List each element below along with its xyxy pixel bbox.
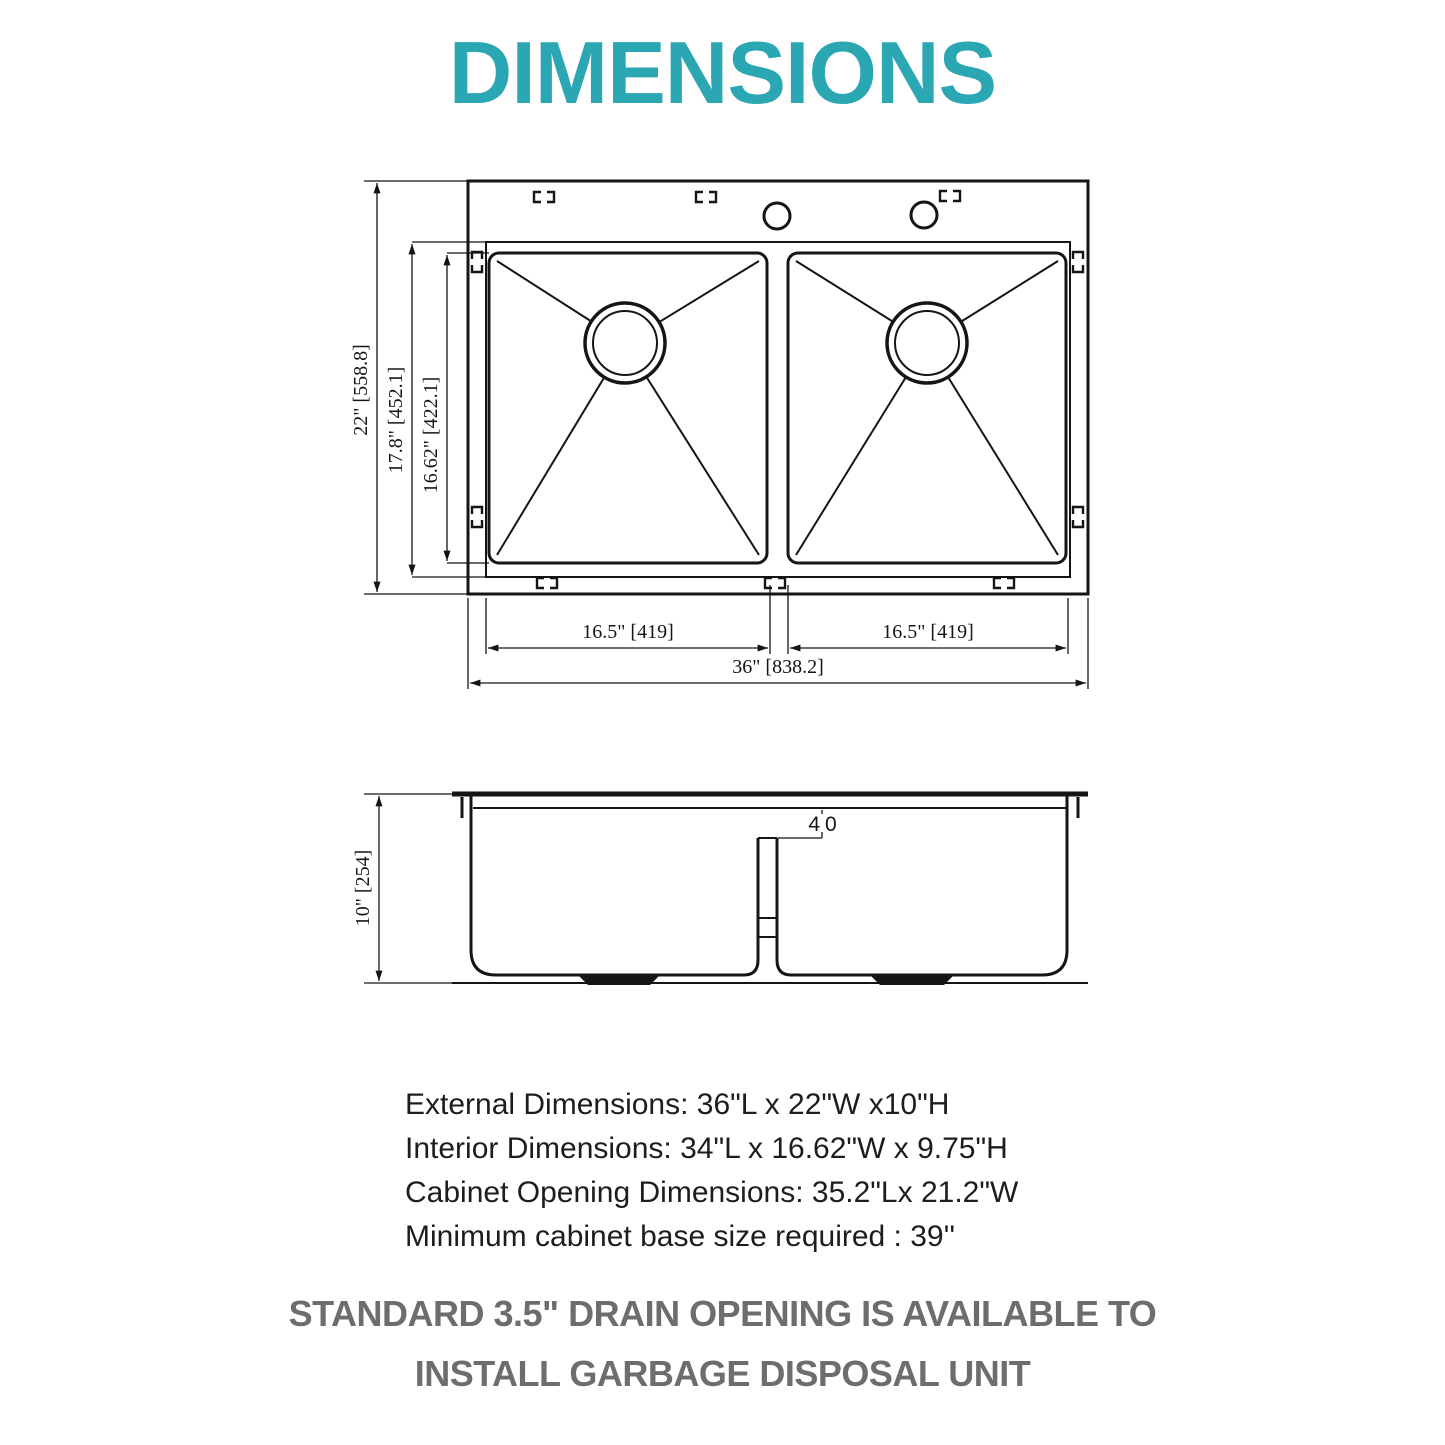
bowl-depth-label: 16.62" [422.1] — [420, 376, 442, 494]
footer-note — [0, 1284, 1445, 1404]
top-view-drawing — [350, 181, 1088, 689]
drain-pad-icon — [578, 975, 660, 985]
side-view-dimensions — [352, 794, 452, 983]
spec-line-cabinet-base: Minimum cabinet base size required : 39'' — [405, 1220, 956, 1253]
faucet-hole-icon — [764, 203, 790, 229]
drain-icon — [887, 303, 967, 383]
mounting-clip-icon — [472, 507, 482, 527]
overall-depth-label: 22" [558.8] — [350, 344, 372, 436]
mounting-clip-icon — [472, 252, 482, 272]
side-divider-ticks — [758, 918, 777, 937]
mounting-clip-icon — [1073, 507, 1083, 527]
page-title: DIMENSIONS — [448, 23, 997, 122]
mounting-clip-icon — [994, 578, 1014, 588]
sink-rim — [486, 242, 1070, 577]
side-view-drawing — [352, 794, 1088, 985]
left-bowl — [489, 253, 767, 563]
footer-line-1: STANDARD 3.5" DRAIN OPENING IS AVAILABLE TO — [288, 1293, 1157, 1334]
spec-line-interior: Interior Dimensions: 34"L x 16.62"W x 9.75"H — [405, 1132, 1008, 1165]
mounting-clip-icon — [696, 192, 716, 202]
mounting-clip-icon — [534, 192, 554, 202]
drain-icon — [585, 303, 665, 383]
overall-width-label: 36" [838.2] — [732, 656, 824, 678]
rim-depth-label: 17.8" [452.1] — [385, 366, 407, 474]
drain-pad-icon — [870, 975, 954, 985]
spec-line-external: External Dimensions: 36"L x 22"W x10"H — [405, 1088, 950, 1121]
mounting-clip-icon — [940, 191, 960, 201]
left-bowl-width-label: 16.5" [419] — [582, 621, 674, 643]
spec-list — [405, 1083, 1018, 1259]
divider-note-label: 40 — [808, 813, 842, 836]
spec-line-cabinet-opening: Cabinet Opening Dimensions: 35.2"Lx 21.2"W — [405, 1176, 1019, 1209]
mounting-clip-icon — [1073, 252, 1083, 272]
mounting-clips — [472, 191, 1083, 588]
divider-leader — [778, 810, 842, 838]
top-view-dimensions — [350, 181, 1088, 689]
right-bowl-width-label: 16.5" [419] — [882, 621, 974, 643]
height-label: 10" [254] — [352, 849, 374, 927]
mounting-clip-icon — [537, 578, 557, 588]
faucet-hole-icon — [911, 202, 937, 228]
right-bowl — [788, 253, 1066, 563]
footer-line-2: INSTALL GARBAGE DISPOSAL UNIT — [414, 1353, 1031, 1394]
mounting-clip-icon — [765, 578, 785, 588]
side-left-bowl — [471, 796, 758, 975]
